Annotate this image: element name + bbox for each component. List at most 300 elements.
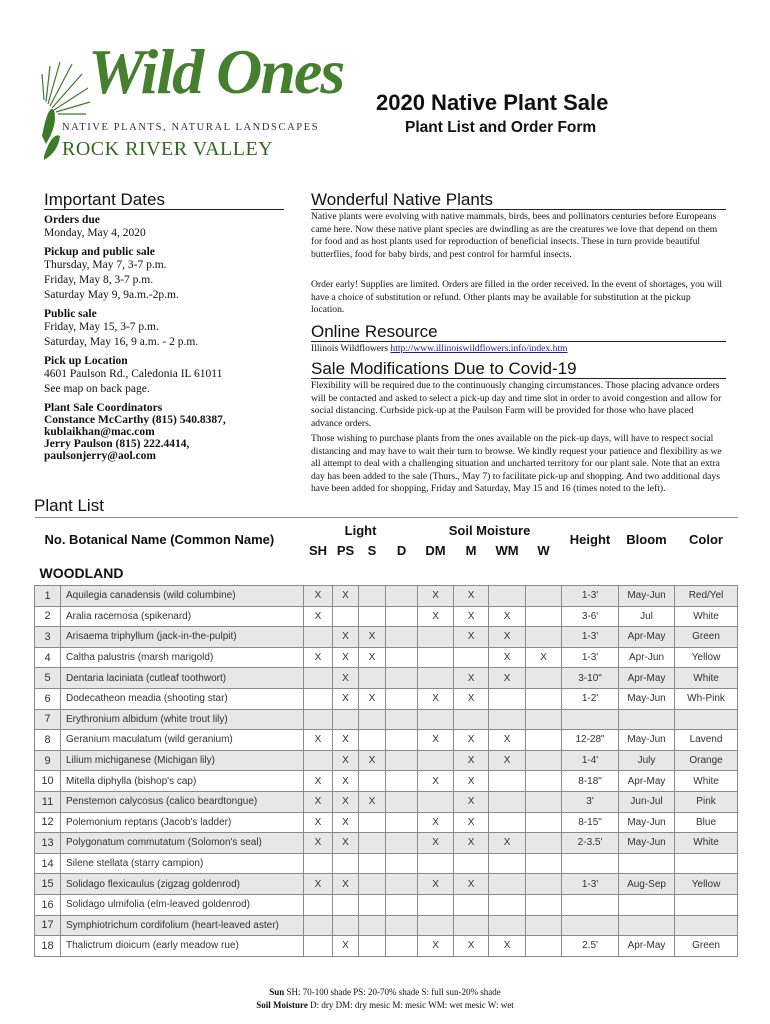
cell-no: 14 (35, 853, 61, 874)
cell-no: 11 (35, 791, 61, 812)
cell-name: Dodecatheon meadia (shooting star) (61, 688, 304, 709)
cell-ps: X (333, 874, 359, 895)
cell-m: X (454, 750, 489, 771)
cell-no: 5 (35, 668, 61, 689)
cell-s (359, 606, 386, 627)
cell-color: Blue (675, 812, 738, 833)
cell-no: 3 (35, 627, 61, 648)
cell-name: Arisaema triphyllum (jack-in-the-pulpit) (61, 627, 304, 648)
cell-ps: X (333, 586, 359, 607)
cell-wm: X (489, 833, 526, 854)
cell-d (386, 894, 418, 915)
cell-dm: X (418, 936, 454, 957)
table-row (35, 606, 738, 627)
cell-bloom: Aug-Sep (619, 874, 675, 895)
cell-bloom (619, 894, 675, 915)
cell-w (526, 730, 562, 751)
covid-paragraph: Flexibility will be required due to the continuously changing circumstances. Those placing advance orders will be contacted and asked to select a pick-up day and time slot in order to avoid congestion and allow for social distancing. Curbside pick-up at the Paulson Farm will be provided for those who have placed advance orders. (311, 380, 722, 429)
cell-d (386, 688, 418, 709)
cell-bloom: Apr-May (619, 668, 675, 689)
cell-d (386, 586, 418, 607)
online-resource-prefix: Illinois Wildflowers (311, 343, 391, 354)
plant-table (34, 517, 737, 957)
cell-ps: X (333, 647, 359, 668)
cell-wm (489, 791, 526, 812)
cell-m: X (454, 833, 489, 854)
order-early-paragraph: Order early! Supplies are limited. Orders are filled in the order received. In the event of shortages, you will have a choice of substitution or refund. Other plants may be available for substitution at the pickup location. (311, 279, 723, 316)
cell-w (526, 936, 562, 957)
cell-w (526, 853, 562, 874)
cell-wm: X (489, 627, 526, 648)
cell-bloom: Apr-Jun (619, 647, 675, 668)
important-dates-heading: Important Dates (44, 190, 165, 209)
cell-name: Aralia racemosa (spikenard) (61, 606, 304, 627)
cell-m: X (454, 936, 489, 957)
divider (311, 341, 726, 342)
cell-name: Symphiotrichum cordifolium (heart-leaved aster) (61, 915, 304, 936)
plant-list-heading: Plant List (34, 496, 104, 515)
cell-sh (304, 709, 333, 730)
cell-height: 12-28" (562, 730, 619, 751)
cell-wm (489, 915, 526, 936)
cell-bloom: May-Jun (619, 688, 675, 709)
cell-dm: X (418, 606, 454, 627)
cell-s: X (359, 647, 386, 668)
cell-m: X (454, 812, 489, 833)
coordinators-label: Plant Sale Coordinators (44, 402, 163, 414)
cell-s (359, 586, 386, 607)
col-d-header: D (396, 543, 407, 558)
cell-s: X (359, 688, 386, 709)
cell-color: Pink (675, 791, 738, 812)
cell-dm (418, 894, 454, 915)
cell-s (359, 853, 386, 874)
cell-m (454, 915, 489, 936)
cell-s (359, 709, 386, 730)
cell-d (386, 606, 418, 627)
cell-no: 10 (35, 771, 61, 792)
cell-color: White (675, 833, 738, 854)
col-bloom-header: Bloom (619, 518, 675, 562)
cell-wm: X (489, 936, 526, 957)
orders-due-label: Orders due (44, 214, 100, 226)
cell-s: X (359, 750, 386, 771)
cell-no: 9 (35, 750, 61, 771)
cell-height: 3-10" (562, 668, 619, 689)
cell-s (359, 833, 386, 854)
cell-wm (489, 709, 526, 730)
cell-name: Polemonium reptans (Jacob's ladder) (61, 812, 304, 833)
cell-m (454, 894, 489, 915)
cell-w (526, 812, 562, 833)
illinois-wildflowers-link[interactable]: http://www.illinoiswildflowers.info/index.htm (390, 343, 568, 354)
cell-w (526, 833, 562, 854)
cell-sh: X (304, 771, 333, 792)
cell-ps: X (333, 812, 359, 833)
cell-bloom: July (619, 750, 675, 771)
cell-bloom: May-Jun (619, 586, 675, 607)
cell-w (526, 791, 562, 812)
cell-ps (333, 606, 359, 627)
cell-w (526, 915, 562, 936)
table-row (35, 627, 738, 648)
soil-legend-label: Soil Moisture (256, 1000, 308, 1010)
sun-legend-label: Sun (269, 987, 285, 997)
cell-d (386, 853, 418, 874)
coordinator-line: Constance McCarthy (815) 540.8387, (44, 414, 226, 426)
cell-wm (489, 853, 526, 874)
cell-sh (304, 936, 333, 957)
cell-color: White (675, 668, 738, 689)
cell-m: X (454, 688, 489, 709)
cell-height: 3-6' (562, 606, 619, 627)
cell-sh (304, 627, 333, 648)
col-wm-header: WM (495, 543, 519, 558)
table-row (35, 771, 738, 792)
cell-wm (489, 771, 526, 792)
coordinator-line: Jerry Paulson (815) 222.4414, (44, 438, 190, 450)
cell-m: X (454, 791, 489, 812)
cell-d (386, 709, 418, 730)
table-row (35, 874, 738, 895)
cell-s (359, 936, 386, 957)
cell-color (675, 709, 738, 730)
col-sh-header: SH (308, 543, 328, 558)
cell-s: X (359, 627, 386, 648)
sun-legend (0, 986, 770, 999)
table-row (35, 586, 738, 607)
wonderful-paragraph: Native plants were evolving with native mammals, birds, bees and pollinators centuries before Europeans came here. Now these native plant species are dwindling as are the creatures we love that depend on them for food and as host plants used for reproduction of beneficial insects. These in turn provide beautiful butterflies, food for baby birds, and pest control for harmful insects. (311, 211, 718, 260)
cell-no: 17 (35, 915, 61, 936)
cell-bloom: Jun-Jul (619, 791, 675, 812)
table-row (35, 853, 738, 874)
divider (44, 209, 284, 210)
col-s-header: S (367, 543, 377, 558)
cell-color: White (675, 771, 738, 792)
cell-ps: X (333, 936, 359, 957)
cell-name: Polygonatum commutatum (Solomon's seal) (61, 833, 304, 854)
cell-name: Silene stellata (starry campion) (61, 853, 304, 874)
cell-wm: X (489, 750, 526, 771)
cell-ps (333, 709, 359, 730)
cell-name: Geranium maculatum (wild geranium) (61, 730, 304, 751)
pickup-line: Saturday May 9, 9a.m.-2p.m. (44, 289, 179, 301)
cell-dm: X (418, 874, 454, 895)
sun-legend-text: SH: 70-100 shade PS: 20-70% shade S: full sun-20% shade (284, 987, 501, 997)
category-woodland: WOODLAND (35, 562, 738, 586)
cell-s (359, 812, 386, 833)
cell-bloom: May-Jun (619, 812, 675, 833)
coordinator-line: kublaikhan@mac.com (44, 426, 155, 438)
cell-sh (304, 915, 333, 936)
logo-tagline: NATIVE PLANTS, NATURAL LANDSCAPES (62, 122, 320, 133)
cell-m (454, 709, 489, 730)
cell-height: 1-3' (562, 627, 619, 648)
cell-ps: X (333, 833, 359, 854)
col-dm-header: DM (425, 543, 446, 558)
cell-sh: X (304, 874, 333, 895)
divider (311, 378, 726, 379)
cell-height: 1-2' (562, 688, 619, 709)
soil-legend-text: D: dry DM: dry mesic M: mesic WM: wet mesic W: wet (307, 1000, 514, 1010)
cell-color: Wh-Pink (675, 688, 738, 709)
cell-height: 1-4' (562, 750, 619, 771)
cell-height: 8-15" (562, 812, 619, 833)
cell-ps: X (333, 771, 359, 792)
covid-heading: Sale Modifications Due to Covid-19 (311, 359, 577, 378)
cell-dm (418, 791, 454, 812)
table-row (35, 936, 738, 957)
page-subtitle: Plant List and Order Form (405, 119, 597, 136)
cell-sh (304, 668, 333, 689)
cell-name: Solidago flexicaulus (zigzag goldenrod) (61, 874, 304, 895)
cell-ps (333, 853, 359, 874)
cell-dm (418, 647, 454, 668)
cell-ps: X (333, 688, 359, 709)
cell-color (675, 894, 738, 915)
col-w-header: W (537, 543, 550, 558)
cell-sh: X (304, 833, 333, 854)
cell-dm: X (418, 833, 454, 854)
table-row (35, 894, 738, 915)
cell-d (386, 730, 418, 751)
cell-name: Aquilegia canadensis (wild columbine) (61, 586, 304, 607)
cell-d (386, 833, 418, 854)
cell-color: Yellow (675, 647, 738, 668)
cell-sh: X (304, 606, 333, 627)
cell-sh: X (304, 730, 333, 751)
cell-ps (333, 894, 359, 915)
cell-sh: X (304, 812, 333, 833)
legend-footnote (0, 986, 770, 1012)
logo-chapter: ROCK RIVER VALLEY (62, 138, 274, 160)
cell-wm: X (489, 606, 526, 627)
table-row (35, 647, 738, 668)
cell-height: 1-3' (562, 586, 619, 607)
cell-bloom (619, 915, 675, 936)
cell-dm (418, 853, 454, 874)
table-row (35, 833, 738, 854)
cell-dm: X (418, 688, 454, 709)
table-row (35, 791, 738, 812)
cell-ps (333, 915, 359, 936)
orders-due-date: Monday, May 4, 2020 (44, 227, 146, 239)
cell-name: Dentaria laciniata (cutleaf toothwort) (61, 668, 304, 689)
cell-s (359, 894, 386, 915)
cell-color: White (675, 606, 738, 627)
cell-name: Lilium michiganese (Michigan lily) (61, 750, 304, 771)
cell-m: X (454, 627, 489, 648)
divider (311, 209, 726, 210)
cell-dm (418, 915, 454, 936)
page-title: 2020 Native Plant Sale (376, 90, 609, 115)
pickup-label: Pickup and public sale (44, 246, 155, 258)
cell-s (359, 771, 386, 792)
col-m-header: M (465, 543, 477, 558)
cell-d (386, 771, 418, 792)
cell-height: 2.5' (562, 936, 619, 957)
cell-d (386, 936, 418, 957)
cell-bloom (619, 709, 675, 730)
cell-m: X (454, 586, 489, 607)
cell-no: 1 (35, 586, 61, 607)
cell-wm (489, 894, 526, 915)
pickup-location-label: Pick up Location (44, 355, 128, 367)
pickup-line: Friday, May 8, 3-7 p.m. (44, 274, 154, 286)
cell-m: X (454, 668, 489, 689)
public-sale-label: Public sale (44, 308, 97, 320)
cell-dm: X (418, 771, 454, 792)
cell-wm (489, 874, 526, 895)
cell-s (359, 730, 386, 751)
cell-sh: X (304, 647, 333, 668)
cell-dm (418, 627, 454, 648)
cell-dm: X (418, 730, 454, 751)
cell-sh (304, 894, 333, 915)
cell-no: 2 (35, 606, 61, 627)
cell-w (526, 750, 562, 771)
cell-color: Red/Yel (675, 586, 738, 607)
cell-bloom: Jul (619, 606, 675, 627)
cell-sh (304, 853, 333, 874)
table-row (35, 688, 738, 709)
table-row (35, 730, 738, 751)
cell-bloom: May-Jun (619, 833, 675, 854)
cell-sh: X (304, 791, 333, 812)
cell-name: Penstemon calycosus (calico beardtongue) (61, 791, 304, 812)
table-row (35, 915, 738, 936)
cell-w (526, 709, 562, 730)
important-dates-body (44, 214, 294, 462)
cell-m: X (454, 606, 489, 627)
cell-dm (418, 750, 454, 771)
col-ps-header: PS (336, 543, 355, 558)
cell-w: X (526, 647, 562, 668)
col-soil-header: Soil Moisture (418, 518, 562, 540)
online-resource-heading: Online Resource (311, 322, 438, 341)
cell-no: 4 (35, 647, 61, 668)
cell-no: 8 (35, 730, 61, 751)
pickup-location-line: See map on back page. (44, 383, 150, 395)
cell-s (359, 915, 386, 936)
cell-m: X (454, 771, 489, 792)
cell-sh (304, 688, 333, 709)
cell-w (526, 874, 562, 895)
cell-w (526, 688, 562, 709)
online-resource-line (311, 343, 726, 356)
cell-color (675, 915, 738, 936)
cell-d (386, 668, 418, 689)
cell-name: Caltha palustris (marsh marigold) (61, 647, 304, 668)
cell-color: Green (675, 936, 738, 957)
cell-no: 7 (35, 709, 61, 730)
cell-d (386, 812, 418, 833)
public-sale-line: Saturday, May 16, 9 a.m. - 2 p.m. (44, 336, 199, 348)
cell-m (454, 853, 489, 874)
cell-height: 1-3' (562, 647, 619, 668)
logo-wordmark: Wild Ones (88, 36, 344, 107)
cell-wm: X (489, 647, 526, 668)
cell-dm (418, 668, 454, 689)
cell-d (386, 750, 418, 771)
cell-d (386, 647, 418, 668)
cell-wm: X (489, 668, 526, 689)
cell-w (526, 627, 562, 648)
coordinator-line: paulsonjerry@aol.com (44, 450, 156, 462)
cell-name: Solidago ulmifolia (elm-leaved goldenrod) (61, 894, 304, 915)
col-no-name-header: No. Botanical Name (Common Name) (35, 518, 304, 562)
cell-s (359, 874, 386, 895)
cell-m: X (454, 730, 489, 751)
cell-height (562, 894, 619, 915)
cell-height: 2-3.5' (562, 833, 619, 854)
cell-no: 16 (35, 894, 61, 915)
cell-ps: X (333, 750, 359, 771)
cell-w (526, 668, 562, 689)
table-row (35, 812, 738, 833)
cell-s (359, 668, 386, 689)
pickup-location-line: 4601 Paulson Rd., Caledonia IL 61011 (44, 368, 223, 380)
cell-height (562, 915, 619, 936)
cell-sh (304, 750, 333, 771)
table-row (35, 750, 738, 771)
cell-no: 15 (35, 874, 61, 895)
cell-wm: X (489, 730, 526, 751)
cell-w (526, 606, 562, 627)
cell-wm (489, 688, 526, 709)
cell-d (386, 627, 418, 648)
cell-height: 8-18" (562, 771, 619, 792)
col-color-header: Color (675, 518, 738, 562)
cell-bloom: May-Jun (619, 730, 675, 751)
cell-color: Orange (675, 750, 738, 771)
cell-w (526, 586, 562, 607)
cell-no: 12 (35, 812, 61, 833)
cell-dm (418, 709, 454, 730)
cell-w (526, 894, 562, 915)
cell-no: 6 (35, 688, 61, 709)
public-sale-line: Friday, May 15, 3-7 p.m. (44, 321, 159, 333)
table-row (35, 709, 738, 730)
cell-w (526, 771, 562, 792)
cell-wm (489, 586, 526, 607)
cell-bloom (619, 853, 675, 874)
cell-no: 18 (35, 936, 61, 957)
cell-height (562, 853, 619, 874)
cell-no: 13 (35, 833, 61, 854)
cell-sh: X (304, 586, 333, 607)
cell-dm: X (418, 812, 454, 833)
cell-bloom: Apr-May (619, 936, 675, 957)
cell-m (454, 647, 489, 668)
cell-m: X (454, 874, 489, 895)
cell-color (675, 853, 738, 874)
cell-height: 3' (562, 791, 619, 812)
cell-d (386, 874, 418, 895)
cell-bloom: Apr-May (619, 627, 675, 648)
cell-color: Yellow (675, 874, 738, 895)
cell-d (386, 915, 418, 936)
cell-wm (489, 812, 526, 833)
cell-height (562, 709, 619, 730)
covid-paragraph: Those wishing to purchase plants from the ones available on the pick-up days, will have to respect social distancing and may have to wait their turn to browse. We kindly request your patience and flexibility as we all attempt to deal with a challenging situation and uncharted territory for our plant sale. Note that an extra day has been added to the sale (Thurs., May 7) to facilitate pick-up and shopping. And two additional days have been added for shopping, Friday and Saturday, May 15 and 16 (times noted to the left). (311, 433, 722, 495)
cell-name: Thalictrum dioicum (early meadow rue) (61, 936, 304, 957)
wonderful-heading: Wonderful Native Plants (311, 190, 494, 209)
cell-name: Mitella diphylla (bishop's cap) (61, 771, 304, 792)
pickup-line: Thursday, May 7, 3-7 p.m. (44, 259, 167, 271)
cell-color: Green (675, 627, 738, 648)
table-row (35, 668, 738, 689)
